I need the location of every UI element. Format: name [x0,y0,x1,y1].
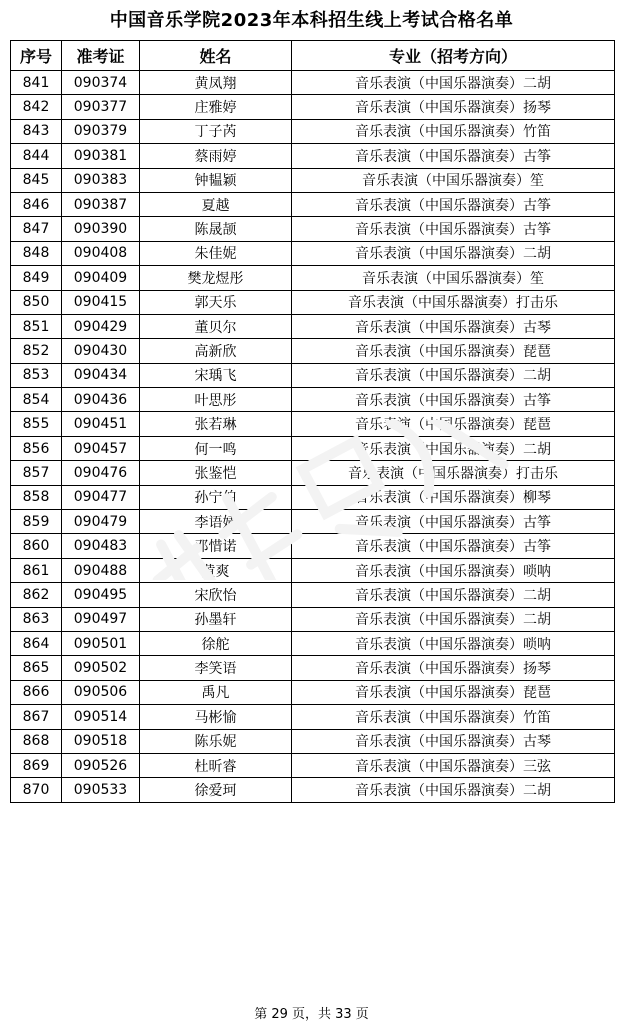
cell-name: 庄雅婷 [140,95,292,119]
cell-major: 音乐表演（中国乐器演奏）琵琶 [292,339,615,363]
cell-name: 黄爽 [140,558,292,582]
cell-exam-id: 090429 [62,314,140,338]
cell-name: 黄凤翔 [140,71,292,95]
cell-seq: 859 [11,510,62,534]
cell-exam-id: 090477 [62,485,140,509]
cell-seq: 854 [11,388,62,412]
cell-name: 董贝尔 [140,314,292,338]
cell-exam-id: 090502 [62,656,140,680]
cell-name: 陈晟颉 [140,217,292,241]
table-row [11,290,615,314]
cell-seq: 856 [11,436,62,460]
cell-major: 音乐表演（中国乐器演奏）三弦 [292,753,615,777]
cell-major: 音乐表演（中国乐器演奏）二胡 [292,607,615,631]
header-row [11,41,615,71]
admission-list-table [10,40,615,803]
cell-exam-id: 090457 [62,436,140,460]
cell-major: 音乐表演（中国乐器演奏）竹笛 [292,705,615,729]
cell-major: 音乐表演（中国乐器演奏）琵琶 [292,680,615,704]
cell-major: 音乐表演（中国乐器演奏）古筝 [292,534,615,558]
table-row [11,388,615,412]
cell-exam-id: 090514 [62,705,140,729]
cell-name: 何一鸣 [140,436,292,460]
cell-seq: 843 [11,119,62,143]
cell-major: 音乐表演（中国乐器演奏）古琴 [292,729,615,753]
table-row [11,266,615,290]
cell-exam-id: 090374 [62,71,140,95]
cell-seq: 847 [11,217,62,241]
cell-major: 音乐表演（中国乐器演奏）二胡 [292,71,615,95]
cell-exam-id: 090488 [62,558,140,582]
table-row [11,119,615,143]
cell-major: 音乐表演（中国乐器演奏）古筝 [292,144,615,168]
cell-major: 音乐表演（中国乐器演奏）打击乐 [292,461,615,485]
cell-seq: 857 [11,461,62,485]
cell-exam-id: 090526 [62,753,140,777]
table-header [11,41,615,71]
table-row [11,314,615,338]
cell-major: 音乐表演（中国乐器演奏）笙 [292,266,615,290]
cell-major: 音乐表演（中国乐器演奏）二胡 [292,583,615,607]
cell-name: 宋欣怡 [140,583,292,607]
table-row [11,607,615,631]
table-row [11,144,615,168]
cell-exam-id: 090379 [62,119,140,143]
table-row [11,656,615,680]
table-row [11,729,615,753]
cell-exam-id: 090451 [62,412,140,436]
cell-exam-id: 090506 [62,680,140,704]
page-footer: 第 29 页，共 33 页 [254,1007,369,1022]
cell-major: 音乐表演（中国乐器演奏）二胡 [292,436,615,460]
cell-seq: 846 [11,192,62,216]
cell-name: 邓惜诺 [140,534,292,558]
cell-name: 钟韫颖 [140,168,292,192]
cell-exam-id: 090415 [62,290,140,314]
cell-seq: 850 [11,290,62,314]
cell-name: 陈乐妮 [140,729,292,753]
cell-seq: 849 [11,266,62,290]
cell-seq: 864 [11,631,62,655]
cell-seq: 853 [11,363,62,387]
cell-exam-id: 090387 [62,192,140,216]
cell-name: 孙宁伯 [140,485,292,509]
table-row [11,485,615,509]
cell-major: 音乐表演（中国乐器演奏）唢呐 [292,558,615,582]
cell-exam-id: 090430 [62,339,140,363]
cell-seq: 842 [11,95,62,119]
table-row [11,631,615,655]
cell-major: 音乐表演（中国乐器演奏）古筝 [292,388,615,412]
table-row [11,583,615,607]
cell-seq: 855 [11,412,62,436]
cell-name: 丁子芮 [140,119,292,143]
cell-exam-id: 090501 [62,631,140,655]
cell-seq: 851 [11,314,62,338]
document-title: 中国音乐学院2023年本科招生线上考试合格名单 [109,10,514,31]
header-name: 姓名 [140,41,292,71]
table-row [11,753,615,777]
cell-exam-id: 090381 [62,144,140,168]
cell-major: 音乐表演（中国乐器演奏）扬琴 [292,95,615,119]
table-row [11,241,615,265]
cell-major: 音乐表演（中国乐器演奏）竹笛 [292,119,615,143]
cell-name: 张鉴恺 [140,461,292,485]
table-row [11,363,615,387]
cell-seq: 867 [11,705,62,729]
cell-major: 音乐表演（中国乐器演奏）古筝 [292,217,615,241]
cell-exam-id: 090377 [62,95,140,119]
cell-name: 宋瑀飞 [140,363,292,387]
cell-exam-id: 090518 [62,729,140,753]
cell-exam-id: 090476 [62,461,140,485]
cell-exam-id: 090390 [62,217,140,241]
cell-seq: 841 [11,71,62,95]
header-exam-id: 准考证 [62,41,140,71]
cell-seq: 866 [11,680,62,704]
header-seq: 序号 [11,41,62,71]
cell-seq: 845 [11,168,62,192]
cell-name: 蔡雨婷 [140,144,292,168]
cell-name: 徐爱珂 [140,778,292,802]
cell-major: 音乐表演（中国乐器演奏）古筝 [292,510,615,534]
table-row [11,436,615,460]
cell-exam-id: 090436 [62,388,140,412]
cell-name: 禹凡 [140,680,292,704]
cell-major: 音乐表演（中国乐器演奏）打击乐 [292,290,615,314]
cell-seq: 868 [11,729,62,753]
cell-exam-id: 090497 [62,607,140,631]
cell-exam-id: 090434 [62,363,140,387]
table-row [11,95,615,119]
cell-exam-id: 090409 [62,266,140,290]
cell-exam-id: 090408 [62,241,140,265]
table-row [11,778,615,802]
table-row [11,510,615,534]
cell-name: 樊龙煜彤 [140,266,292,290]
table-row [11,168,615,192]
cell-major: 音乐表演（中国乐器演奏）琵琶 [292,412,615,436]
table-row [11,217,615,241]
cell-seq: 858 [11,485,62,509]
cell-name: 夏越 [140,192,292,216]
cell-major: 音乐表演（中国乐器演奏）二胡 [292,241,615,265]
table-row [11,680,615,704]
cell-exam-id: 090495 [62,583,140,607]
cell-seq: 860 [11,534,62,558]
cell-name: 李笑语 [140,656,292,680]
cell-exam-id: 090483 [62,534,140,558]
table-row [11,558,615,582]
cell-name: 叶思彤 [140,388,292,412]
cell-seq: 848 [11,241,62,265]
cell-name: 高新欣 [140,339,292,363]
cell-name: 张若琳 [140,412,292,436]
cell-name: 郭天乐 [140,290,292,314]
cell-seq: 863 [11,607,62,631]
cell-seq: 870 [11,778,62,802]
cell-name: 朱佳妮 [140,241,292,265]
cell-major: 音乐表演（中国乐器演奏）扬琴 [292,656,615,680]
cell-major: 音乐表演（中国乐器演奏）古筝 [292,192,615,216]
table-row [11,339,615,363]
cell-name: 徐舵 [140,631,292,655]
header-major: 专业（招考方向） [292,41,615,71]
cell-exam-id: 090533 [62,778,140,802]
cell-seq: 862 [11,583,62,607]
cell-major: 音乐表演（中国乐器演奏）二胡 [292,363,615,387]
table-row [11,412,615,436]
cell-exam-id: 090479 [62,510,140,534]
cell-major: 音乐表演（中国乐器演奏）柳琴 [292,485,615,509]
table-row [11,705,615,729]
cell-name: 孙墨轩 [140,607,292,631]
cell-name: 马彬愉 [140,705,292,729]
cell-seq: 869 [11,753,62,777]
cell-major: 音乐表演（中国乐器演奏）古琴 [292,314,615,338]
cell-seq: 861 [11,558,62,582]
cell-seq: 844 [11,144,62,168]
cell-seq: 865 [11,656,62,680]
cell-major: 音乐表演（中国乐器演奏）唢呐 [292,631,615,655]
cell-seq: 852 [11,339,62,363]
table-body [11,71,615,803]
cell-exam-id: 090383 [62,168,140,192]
cell-major: 音乐表演（中国乐器演奏）笙 [292,168,615,192]
table-row [11,534,615,558]
table-row [11,461,615,485]
table-row [11,71,615,95]
table-row [11,192,615,216]
cell-name: 李语婧 [140,510,292,534]
cell-name: 杜昕睿 [140,753,292,777]
cell-major: 音乐表演（中国乐器演奏）二胡 [292,778,615,802]
